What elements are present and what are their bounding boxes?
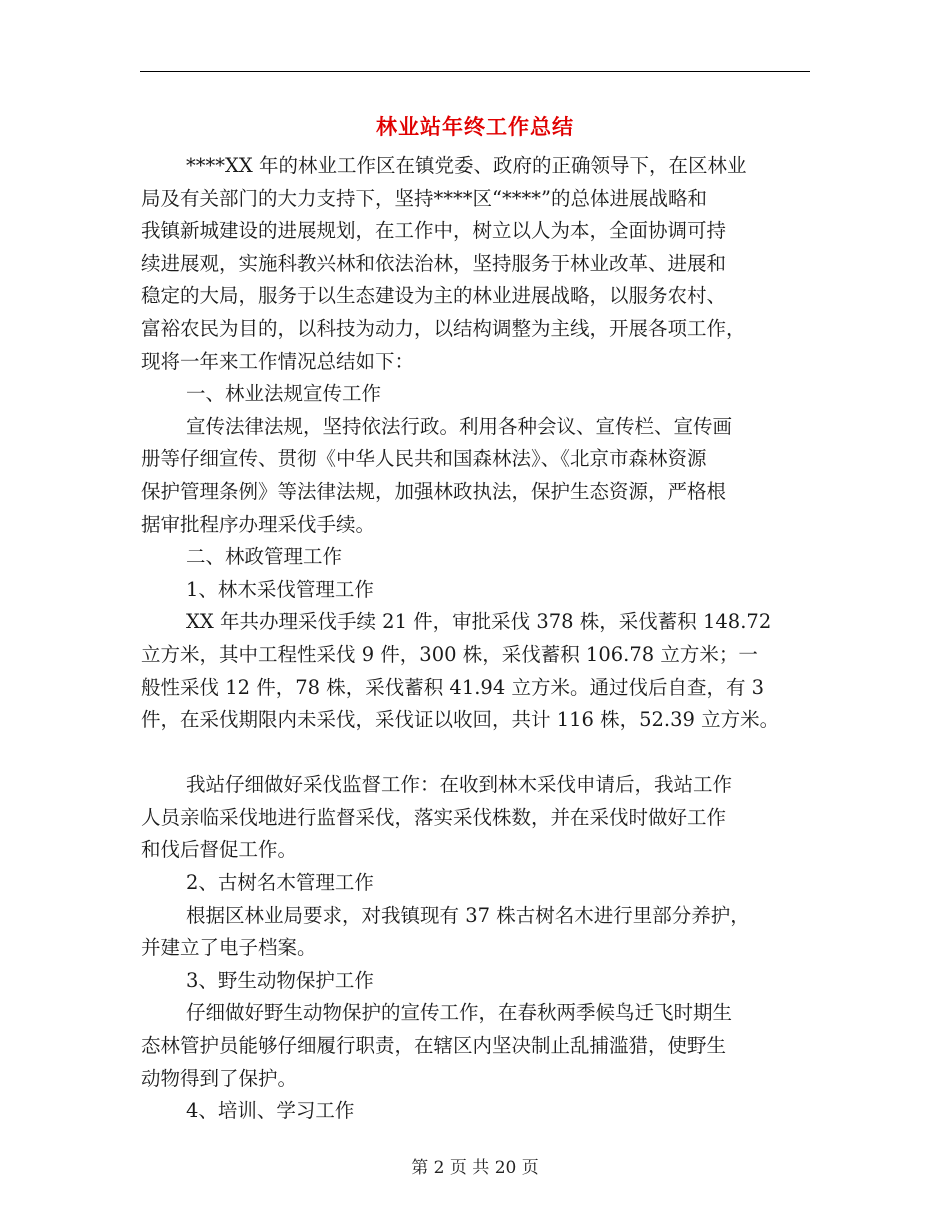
paragraph-line: 保护管理条例》等法律法规，加强林政执法，保护生态资源，严格根 bbox=[141, 479, 727, 503]
paragraph-line: 并建立了电子档案。 bbox=[141, 936, 317, 960]
paragraph-line: 富裕农民为目的，以科技为动力，以结构调整为主线，开展各项工作， bbox=[141, 316, 746, 340]
paragraph-line: 稳定的大局，服务于以生态建设为主的林业进展战略，以服务农村、 bbox=[141, 284, 727, 308]
paragraph-line: 现将一年来工作情况总结如下： bbox=[141, 349, 415, 373]
paragraph-line: 人员亲临采伐地进行监督采伐，落实采伐株数，并在采伐时做好工作 bbox=[141, 805, 727, 829]
paragraph-line: ****XX 年的林业工作区在镇党委、政府的正确领导下，在区林业 bbox=[186, 154, 747, 177]
paragraph-line: 宣传法律法规，坚持依法行政。利用各种会议、宣传栏、宣传画 bbox=[186, 414, 733, 438]
paragraph-line: 据审批程序办理采伐手续。 bbox=[141, 512, 376, 536]
document-title: 林业站年终工作总结 bbox=[376, 115, 574, 139]
paragraph-line: 和伐后督促工作。 bbox=[141, 838, 298, 862]
paragraph-gap bbox=[141, 737, 811, 770]
paragraph-line: 态林管护员能够仔细履行职责，在辖区内坚决制止乱捕滥猎，使野生 bbox=[141, 1034, 727, 1058]
paragraph-line: 我站仔细做好采伐监督工作：在收到林木采伐申请后，我站工作 bbox=[186, 773, 733, 797]
paragraph-line: XX 年共办理采伐手续 21 件，审批采伐 378 株，采伐蓄积 148.72 bbox=[186, 610, 772, 634]
paragraph-line: 局及有关部门的大力支持下，坚持****区“****”的总体进展战略和 bbox=[141, 186, 707, 210]
paragraph-line: 动物得到了保护。 bbox=[141, 1066, 298, 1090]
paragraph-line: 续进展观，实施科教兴林和依法治林，坚持服务于林业改革、进展和 bbox=[141, 251, 727, 275]
page-number: 第 2 页 共 20 页 bbox=[411, 1158, 539, 1178]
paragraph-line: 册等仔细宣传、贯彻《中华人民共和国森林法》、《北京市森林资源 bbox=[141, 447, 707, 471]
subsection-heading: 3、野生动物保护工作 bbox=[186, 968, 374, 992]
paragraph-line: 件，在采伐期限内未采伐，采伐证以收回，共计 116 株，52.39 立方米。 bbox=[141, 708, 780, 732]
paragraph-line: 根据区林业局要求，对我镇现有 37 株古树名木进行里部分养护， bbox=[186, 903, 750, 927]
paragraph-line: 立方米，其中工程性采伐 9 件，300 株，采伐蓄积 106.78 立方米；一 bbox=[141, 642, 758, 666]
document-body bbox=[141, 150, 811, 1128]
section-heading: 二、林政管理工作 bbox=[186, 545, 343, 569]
subsection-heading: 2、古树名木管理工作 bbox=[186, 871, 374, 895]
section-heading: 一、林业法规宣传工作 bbox=[186, 382, 382, 406]
paragraph-line: 般性采伐 12 件，78 株，采伐蓄积 41.94 立方米。通过伐后自查，有 3 bbox=[141, 675, 765, 699]
paragraph-line: 我镇新城建设的进展规划，在工作中，树立以人为本，全面协调可持 bbox=[141, 219, 727, 243]
paragraph-line: 仔细做好野生动物保护的宣传工作，在春秋两季候鸟迁飞时期生 bbox=[186, 1001, 733, 1025]
subsection-heading: 1、林木采伐管理工作 bbox=[186, 577, 374, 601]
subsection-heading: 4、培训、学习工作 bbox=[186, 1099, 355, 1123]
header-rule bbox=[140, 71, 810, 72]
